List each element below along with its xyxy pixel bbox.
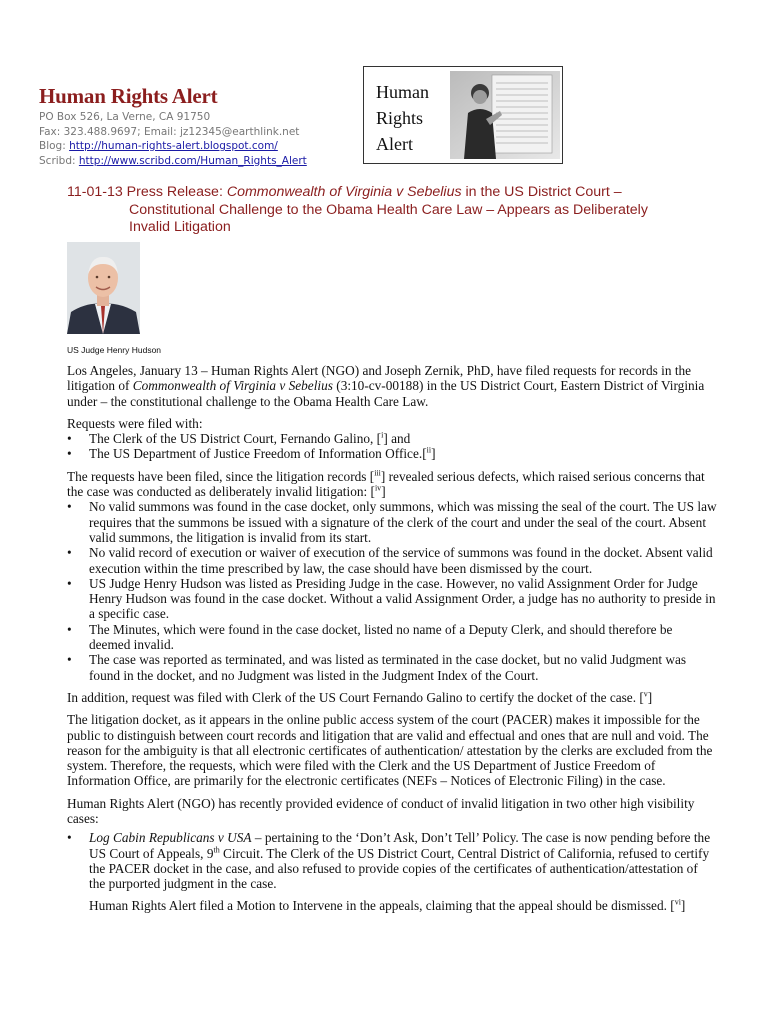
footnote-ref[interactable]: iv — [374, 483, 382, 493]
request-text: The US Department of Justice Freedom of Information Office.[ — [89, 446, 427, 462]
other-cases-paragraph: Human Rights Alert (NGO) has recently provided evidence of conduct of invalid litigation in two other high visibility cases: — [67, 795, 695, 827]
portrait-caption: US Judge Henry Hudson — [67, 345, 162, 355]
case-text-cont: Circuit. The Clerk of the US District Court, Central District of California, refused to certify the PACER docket in the case, and also refused to provide copies of the certificates of authentication/attestation of the purported judgment in the case. — [89, 845, 710, 892]
logo-line-3: Alert — [376, 134, 413, 154]
logo-line-2: Rights — [376, 108, 424, 128]
address: PO Box 526, La Verne, CA 91750 — [39, 111, 211, 123]
blog-link[interactable]: http://human-rights-alert.blogspot.com/ — [69, 140, 278, 153]
press-release-title — [67, 184, 717, 237]
release-case-name: Commonwealth of Virginia v Sebelius — [226, 184, 462, 200]
motion-text: Human Rights Alert filed a Motion to Intervene in the appeals, claiming that the appeal should be dismissed. [ — [89, 897, 675, 913]
scribd-link[interactable]: http://www.scribd.com/Human_Rights_Alert — [78, 154, 307, 167]
certify-text-end: ] — [647, 689, 653, 705]
request-text: The Clerk of the US District Court, Fernando Galino, [ — [89, 431, 382, 447]
docket-paragraph: The litigation docket, as it appears in the online public access system of the court (PACER) makes it impossible for the public to distinguish between court records and litigation that are valid and effectual and ones that are null and void. The reason for the ambiguity is that all electronic certificates of authentication/ attestation by the clerks are excluded from the system. Therefore, the requests, which were filed with the Clerk and the US Department of Justice Freedom of Information Office, are primarily for the electronic certificates (NEFs – Notices of Electronic Filing) in the case. — [67, 712, 713, 789]
list-item — [67, 830, 717, 912]
scribd-label: Scribd: — [39, 154, 76, 167]
defects-text-cont: ] revealed serious defects, which raised serious concerns that the case was conducted as deliberately invalid litigation: [ — [67, 468, 705, 500]
blog-row — [39, 139, 307, 154]
judge-portrait — [67, 242, 140, 334]
list-item — [67, 446, 717, 461]
list-item: • US Judge Henry Hudson was listed as Presiding Judge in the case. However, no valid Assignment Order for Judge Henry Hudson was found in the case docket. Without a valid Assignment Order, a judge has no authority to preside in a specific case. — [67, 576, 717, 622]
certify-text: In addition, request was filed with Clerk of the US Court Fernando Galino to certify the docket of the case. [ — [67, 689, 644, 705]
case-text: – pertaining to the ‘Don’t Ask, Don’t Tell’ Policy. The case is now pending before the US Court of Appeals, 9 — [89, 830, 711, 861]
list-item: • The Minutes, which were found in the case docket, listed no name of a Deputy Clerk, and should therefore be deemed invalid. — [67, 622, 717, 653]
logo-text — [376, 79, 429, 157]
intro-case-name: Commonwealth of Virginia v Sebelius — [132, 378, 333, 394]
footnote-ref[interactable]: ii — [426, 446, 432, 456]
intro-paragraph — [67, 363, 717, 409]
request-text-end: ] and — [383, 431, 411, 447]
cases-list — [67, 830, 717, 912]
requests-list — [67, 431, 717, 462]
list-item: • No valid record of execution or waiver of execution of the service of summons was found in the docket. Absent valid execution within the time prescribed by law, the case should have been dismissed by the court. — [67, 545, 717, 576]
list-item — [67, 431, 717, 446]
release-title-line-2: Constitutional Challenge to the Obama Health Care Law – Appears as Deliberately — [129, 201, 648, 218]
article-body — [67, 363, 717, 920]
defects-text: The requests have been filed, since the litigation records [ — [67, 468, 375, 484]
case-subparagraph — [67, 898, 717, 913]
defects-list — [67, 499, 717, 683]
list-item: • No valid summons was found in the case docket, only summons, which was missing the seal of the court. The US law requires that the summons be issued with a signature of the clerk of the court and under the seal of the court. Absent valid summons, the litigation is invalid from its start. — [67, 499, 717, 545]
release-title-rest: in the US District Court – — [461, 184, 622, 200]
release-prefix: 11-01-13 Press Release: — [67, 184, 227, 200]
logo-line-1: Human — [376, 82, 429, 102]
list-item: • The case was reported as terminated, and was listed as terminated in the case docket, but no valid Judgment was found in the docket, and no Judgment was listed in the Judgment Index of the Court. — [67, 652, 717, 683]
blog-label: Blog: — [39, 140, 66, 153]
ordinal-suffix: th — [213, 845, 220, 855]
contact-block — [39, 110, 307, 168]
organization-name: Human Rights Alert — [39, 84, 218, 108]
defects-text-end: ] — [381, 484, 386, 500]
motion-text-end: ] — [680, 897, 686, 913]
footnote-ref[interactable]: v — [643, 689, 648, 699]
footnote-ref[interactable]: iii — [374, 468, 381, 478]
footnote-ref[interactable]: vi — [674, 897, 681, 907]
intro-text: Los Angeles, January 13 – Human Rights Alert (NGO) and Joseph Zernik, PhD, have filed requests for records in the litigation of — [67, 363, 692, 394]
scribd-row — [39, 154, 307, 169]
case-title: Log Cabin Republicans v USA — [89, 830, 252, 846]
intro-text-cont: (3:10-cv-00188) in the US District Court, Eastern District of Virginia under – the constitutional challenge to the Obama Health Care Law. — [67, 378, 705, 409]
defects-intro — [67, 469, 717, 500]
logo — [363, 66, 563, 164]
release-title-line-3: Invalid Litigation — [129, 219, 231, 235]
declaration-photo — [450, 71, 560, 159]
certify-paragraph — [67, 690, 717, 705]
requests-heading: Requests were filed with: — [67, 415, 203, 431]
fax-email: Fax: 323.488.9697; Email: jz12345@earthlink.net — [39, 125, 300, 138]
request-text-end: ] — [431, 446, 436, 462]
footnote-ref[interactable]: i — [381, 430, 384, 440]
